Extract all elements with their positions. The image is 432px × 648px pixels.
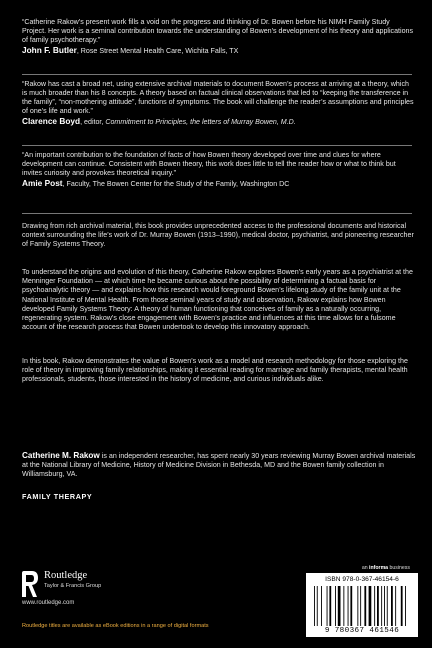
endorsement-quote: “An important contribution to the foundation of facts of how Bowen theory developed over time and clues for where development can continue. Consistent with Bowen theory, this work does little to tell the reader how or what to think but invites curiosity and provokes theoretical inquiry.” xyxy=(22,151,396,177)
divider xyxy=(22,145,412,146)
isbn-barcode xyxy=(306,573,418,637)
endorsement-attribution xyxy=(22,117,414,127)
endorsement-quote: “Rakow has cast a broad net, using extensive archival materials to document Bowen’s process at arriving at a theory, which is much broader than his 8 concepts. A theory based on factual clinical observations that led to “keeping the transference in the family”, “non-mothering attitude”, functions of symptoms. The book will challenge the reader’s assumptions and principles of one’s life and work.” xyxy=(22,80,414,115)
barcode-icon xyxy=(312,586,412,626)
author-name: Catherine M. Rakow xyxy=(22,451,100,460)
publisher-group: Taylor & Francis Group xyxy=(44,583,102,589)
publisher-name: Routledge xyxy=(44,570,88,581)
author-bio xyxy=(22,451,416,480)
ebook-note: Routledge titles are available as eBook editions in a range of digital formats xyxy=(22,623,209,629)
subject-category: FAMILY THERAPY xyxy=(22,492,93,501)
description-paragraph: Drawing from rich archival material, this book provides unprecedented access to the professional documents and historical context surrounding the life’s work of Dr. Murray Bowen (1913–1990), medical doctor, psychiatrist, and pioneering researcher of Family Systems Theory. xyxy=(22,222,414,249)
endorsement-1 xyxy=(22,18,414,56)
endorser-book-title: Commitment to Principles, the letters of Murray Bowen, M.D. xyxy=(105,118,296,126)
endorser-affiliation: , Rose Street Mental Health Care, Wichita Falls, TX xyxy=(76,47,239,55)
divider xyxy=(22,213,412,214)
informa-tagline: an informa business xyxy=(361,565,410,571)
divider xyxy=(22,74,412,75)
description-paragraph: In this book, Rakow demonstrates the value of Bowen’s work as a model and research methodology for those exploring the role of theory in improving family relationships, making it essential reading for marriage and family therapists, mental health professionals, students, those interested in the history of medicine, and curious individuals alike. xyxy=(22,357,408,384)
endorsement-2 xyxy=(22,80,414,127)
isbn-label: ISBN 978-0-367-46154-6 xyxy=(325,576,399,583)
endorser-name: Amie Post xyxy=(22,178,63,188)
author-bio-text: is an independent researcher, has spent nearly 30 years reviewing Murray Bowen archival materials at the National Library of Medicine, History of Medicine Division in Bethesda, MD and the Bowen family collection in Williamsburg, VA. xyxy=(22,452,416,479)
endorsement-attribution xyxy=(22,46,414,56)
endorser-name: Clarence Boyd xyxy=(22,116,81,126)
description-paragraph: To understand the origins and evolution of this theory, Catherine Rakow explores Bowen’s early years as a psychiatrist at the Menninger Foundation — at which time he became curious about the possibility of determining a factual basis for psychoanalytic theory — and explains how this research would foreground Bowen’s lifelong study of the family unit at the National Institute of Mental Health. From those seminal years of study and observation, Rakow explains how Bowen developed Family Systems Theory: A theory of human functioning that conceives of family as a naturally occurring, regenerating system. Rakow’s close engagement with Bowen’s practice and influences at this time allows for a fulsome account of the research process that Bowen undertook to develop this innovatory approach. xyxy=(22,268,413,332)
publisher-url: www.routledge.com xyxy=(22,600,75,606)
endorsement-quote: “Catherine Rakow’s present work fills a void on the progress and thinking of Dr. Bowen before his NIMH Family Study Project. Her work is a seminal contribution towards the understanding of Bowen’s development of his theory and applications of family psychotherapy.” xyxy=(22,18,414,44)
endorsement-attribution xyxy=(22,179,414,189)
endorser-affiliation: , editor, xyxy=(80,118,106,126)
endorser-name: John F. Butler xyxy=(22,45,77,55)
barcode-digits: 9 780367 461546 xyxy=(324,627,400,635)
routledge-logo-icon xyxy=(20,569,40,599)
endorser-affiliation: , Faculty, The Bowen Center for the Study of the Family, Washington DC xyxy=(62,180,290,188)
endorsement-3 xyxy=(22,151,414,189)
